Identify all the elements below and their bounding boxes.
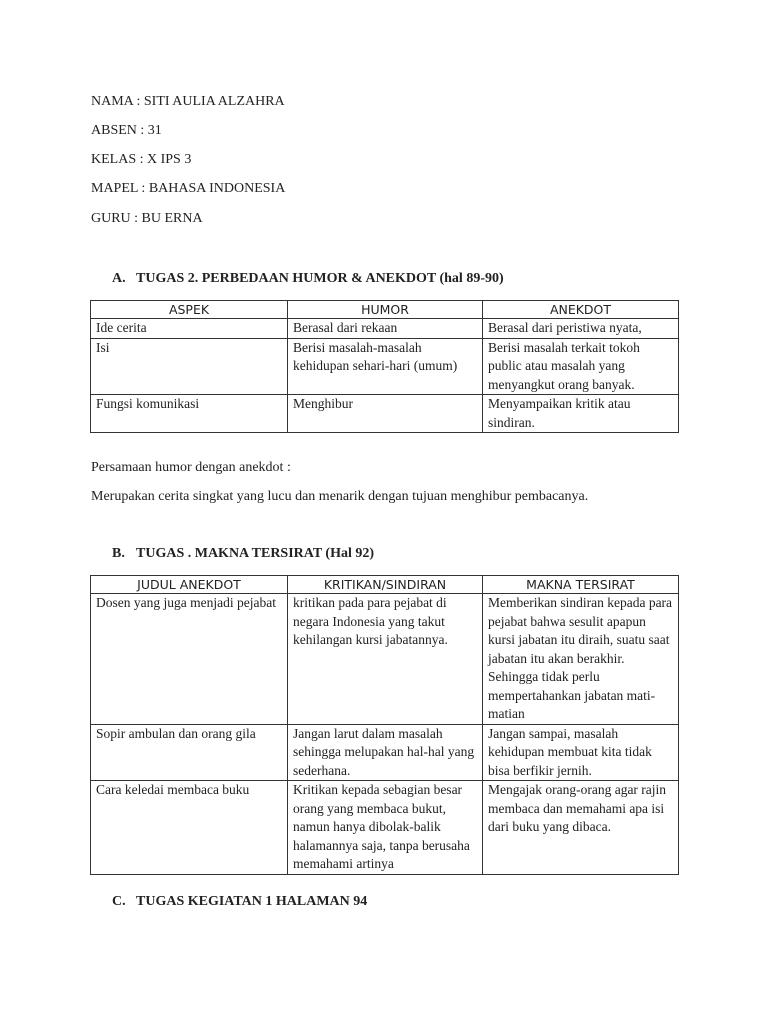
table-cell: Menghibur	[288, 395, 483, 433]
table-header-row	[91, 301, 679, 319]
table-cell: Berasal dari rekaan	[288, 319, 483, 339]
table-cell: Ide cerita	[91, 319, 288, 339]
section-a-title: TUGAS 2. PERBEDAAN HUMOR & ANEKDOT (hal 89-90)	[136, 271, 504, 286]
table-row	[91, 338, 679, 395]
table-cell: Isi	[91, 338, 288, 395]
section-a-heading	[112, 271, 504, 287]
table-cell: Cara keledai membaca buku	[91, 781, 288, 875]
table-row	[91, 594, 679, 725]
section-b-letter: B.	[112, 546, 125, 561]
header-judul: JUDUL ANEKDOT	[91, 576, 288, 594]
section-c-title: TUGAS KEGIATAN 1 HALAMAN 94	[136, 894, 368, 909]
makna-tersirat-table	[90, 575, 679, 875]
table-cell: Memberikan sindiran kepada para pejabat bahwa sesulit apapun kursi jabatan itu diraih, suatu saat jabatan itu akan berakhir. Sehingga tidak perlu mempertahankan jabatan mati-matian	[483, 594, 679, 725]
table-row	[91, 724, 679, 781]
header-makna: MAKNA TERSIRAT	[483, 576, 679, 594]
name-line: NAMA : SITI AULIA ALZAHRA	[91, 94, 285, 109]
table-header-row	[91, 576, 679, 594]
table-cell: Kritikan kepada sebagian besar orang yang membaca bukut, namun hanya dibolak-balik halamannya saja, tanpa berusaha memahami artinya	[288, 781, 483, 875]
table-cell: Dosen yang juga menjadi pejabat	[91, 594, 288, 725]
mapel-line: MAPEL : BAHASA INDONESIA	[91, 181, 286, 196]
table-cell: Sopir ambulan dan orang gila	[91, 724, 288, 781]
table-cell: Jangan sampai, masalah kehidupan membuat kita tidak bisa berfikir jernih.	[483, 724, 679, 781]
section-b-heading	[112, 546, 374, 562]
table-cell: Berasal dari peristiwa nyata,	[483, 319, 679, 339]
section-b-title: TUGAS . MAKNA TERSIRAT (Hal 92)	[136, 546, 375, 561]
header-aspek: ASPEK	[91, 301, 288, 319]
table-cell: Jangan larut dalam masalah sehingga melupakan hal-hal yang sederhana.	[288, 724, 483, 781]
similarity-label: Persamaan humor dengan anekdot :	[91, 460, 291, 475]
header-anekdot: ANEKDOT	[483, 301, 679, 319]
guru-line: GURU : BU ERNA	[91, 211, 203, 226]
table-cell: Fungsi komunikasi	[91, 395, 288, 433]
table-cell: Berisi masalah terkait tokoh public atau masalah yang menyangkut orang banyak.	[483, 338, 679, 395]
header-kritikan: KRITIKAN/SINDIRAN	[288, 576, 483, 594]
table-cell: Berisi masalah-masalah kehidupan sehari-hari (umum)	[288, 338, 483, 395]
table-row	[91, 319, 679, 339]
table-cell: Mengajak orang-orang agar rajin membaca dan memahami apa isi dari buku yang dibaca.	[483, 781, 679, 875]
humor-anekdot-table	[90, 300, 679, 433]
section-c-letter: C.	[112, 894, 126, 909]
section-a-letter: A.	[112, 271, 126, 286]
table-cell: kritikan pada para pejabat di negara Indonesia yang takut kehilangan kursi jabatannya.	[288, 594, 483, 725]
absen-line: ABSEN : 31	[91, 123, 162, 138]
section-c-heading	[112, 894, 367, 910]
table-row	[91, 781, 679, 875]
table-cell: Menyampaikan kritik atau sindiran.	[483, 395, 679, 433]
table-row	[91, 395, 679, 433]
kelas-line: KELAS : X IPS 3	[91, 152, 192, 167]
similarity-text: Merupakan cerita singkat yang lucu dan menarik dengan tujuan menghibur pembacanya.	[91, 489, 589, 504]
header-humor: HUMOR	[288, 301, 483, 319]
